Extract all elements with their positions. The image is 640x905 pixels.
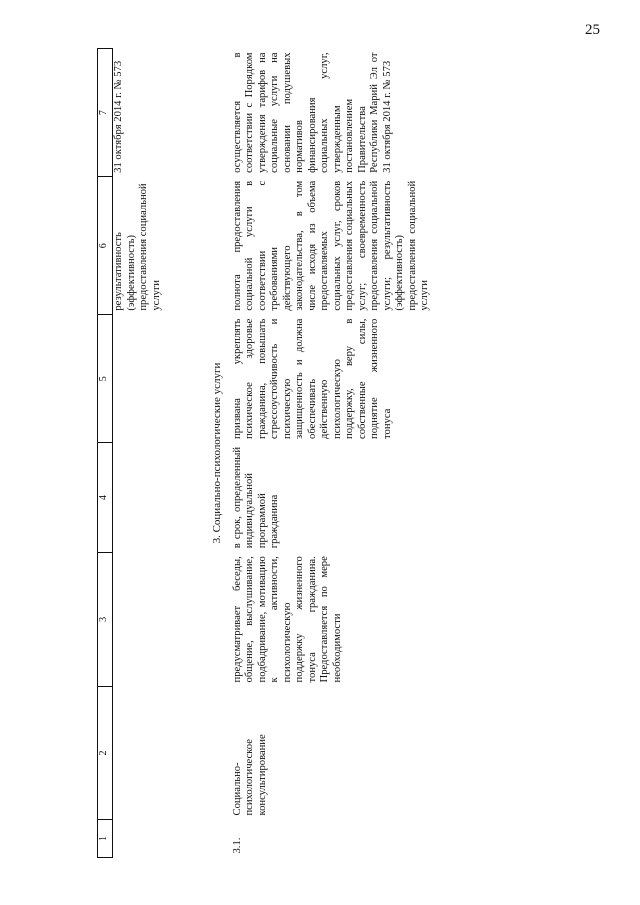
column-header: 1 <box>98 820 113 858</box>
service-conditions-cell: осуществляется в соответствии с Порядком утверждения тарифов на социальные услуги на основании подушевых нормативов финансирования социальных услуг, утвержденным постановлением Правительства Республики Марий Эл от 31 октября 2014 г. № 573 <box>231 52 393 173</box>
column-header: 7 <box>98 49 113 177</box>
section-title: 3. Социально-психологические услуги <box>211 362 223 544</box>
service-indicators-cell: полнота предоставления социальной услуги в соответствии с требованиями действующего законодательства, в том числе исходя из объема предоставляемых социальных услуг, сроков предоставления социальных услуг; своевременность предоставления социальной услуги; результативность (эффективность) предоставления социальной услуги <box>231 180 431 311</box>
service-name-cell: Социально-психологическое консультирование <box>231 734 268 816</box>
rotated-table-page <box>97 48 587 858</box>
conditions-cell: 31 октября 2014 г. № 573 <box>113 60 124 173</box>
service-norm-cell: призвана укреплять психическое здоровье гражданина, повышать стрессоустойчивость и психическую защищенность и должна обеспечивать действенную психологическую поддержку, веру в собственные силы, поднятие жизненного тонуса <box>231 318 393 439</box>
column-header: 4 <box>98 443 113 552</box>
column-header: 2 <box>98 686 113 819</box>
column-header: 6 <box>98 177 113 315</box>
services-table <box>97 48 432 858</box>
row-number: 3.1. <box>231 837 243 854</box>
column-header: 3 <box>98 552 113 686</box>
indicator-cell: результативность (эффективность) предоставления социальной услуги <box>113 183 162 311</box>
page-number: 25 <box>585 22 600 38</box>
service-description-cell: предусматривает беседы, общение, выслушивание, подбадривание, мотивацию к активности, психологическую поддержку жизненного тонуса гражданина. Предоставляется по мере необходимости <box>231 556 343 683</box>
section-row <box>205 49 232 858</box>
table-row <box>232 49 432 858</box>
column-header: 5 <box>98 315 113 443</box>
continuation-row <box>113 49 206 858</box>
service-period-cell: в срок, определенный индивидуальной программой гражданина <box>231 446 281 549</box>
column-header-row <box>98 49 113 858</box>
